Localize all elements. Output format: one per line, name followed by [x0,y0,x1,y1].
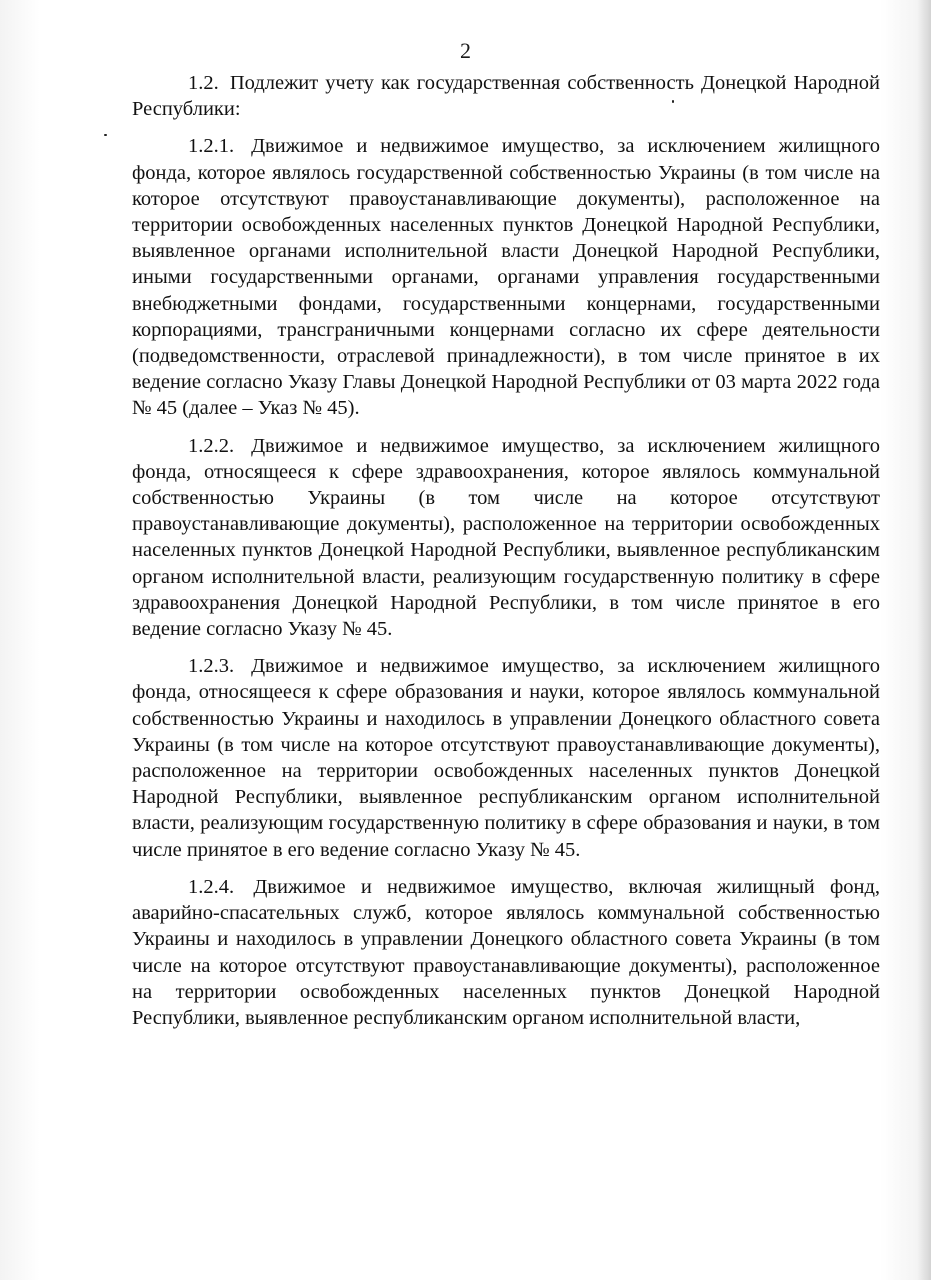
paragraph-number: 1.2.4. [188,875,235,898]
paragraph-1-2-4 [132,874,880,1031]
paragraph-text: Подлежит учету как государственная собственность Донецкой Народной Республики: [132,72,880,121]
paragraph-1-2 [132,70,880,122]
scan-speck [104,134,107,136]
paragraph-text: Движимое и недвижимое имущество, за исключением жилищного фонда, которое являлось государственной собственностью Украины (в том числе на которое отсутствуют правоустанавливающие документы), расположенное на территории освобожденных населенных пунктов Донецкой Народной Республики, выявленное органами исполнительной власти Донецкой Народной Республики, иными государственными органами, органами управления государственными внебюджетными фондами, государственными концернами, государственными корпорациями, трансграничными концернами согласно их сфере деятельности (подведомственности, отраслевой принадлежности), в том числе принятое в их ведение согласно Указу Главы Донецкой Народной Республики от 03 марта 2022 года № 45 (далее – Указ № 45). [132,135,881,420]
paragraph-1-2-2 [132,433,880,643]
paragraph-number: 1.2. [188,72,219,94]
scan-speck [672,100,674,103]
paragraph-number: 1.2.2. [188,434,235,457]
paragraph-number: 1.2.1. [188,135,235,158]
page-number: 2 [460,38,471,63]
paragraph-1-2-1 [132,133,880,421]
paragraph-text: Движимое и недвижимое имущество, включая жилищный фонд, аварийно-спасательных служб, которое являлось коммунальной собственностью Украины и находилось в управлении Донецкого областного совета Украины (в том числе на которое отсутствуют правоустанавливающие документы), расположенное на территории освобожденных населенных пунктов Донецкой Народной Республики, выявленное республиканским органом исполнительной власти, [132,875,881,1029]
document-body [132,70,880,1031]
paragraph-1-2-3 [132,653,880,863]
paragraph-text: Движимое и недвижимое имущество, за исключением жилищного фонда, относящееся к сфере образования и науки, которое являлось коммунальной собственностью Украины и находилось в управлении Донецкого областного совета Украины (в том числе на которое отсутствуют правоустанавливающие документы), расположенное на территории освобожденных населенных пунктов Донецкой Народной Республики, выявленное республиканским органом исполнительной власти, реализующим государственную политику в сфере образования и науки, в том числе принятое в его ведение согласно Указу № 45. [132,655,881,861]
paragraph-number: 1.2.3. [188,655,235,678]
paragraph-text: Движимое и недвижимое имущество, за исключением жилищного фонда, относящееся к сфере здравоохранения, которое являлось коммунальной собственностью Украины (в том числе на которое отсутствуют правоустанавливающие документы), расположенное на территории освобожденных населенных пунктов Донецкой Народной Республики, выявленное республиканским органом исполнительной власти, реализующим государственную политику в сфере здравоохранения Донецкой Народной Республики, в том числе принятое в его ведение согласно Указу № 45. [132,434,881,641]
